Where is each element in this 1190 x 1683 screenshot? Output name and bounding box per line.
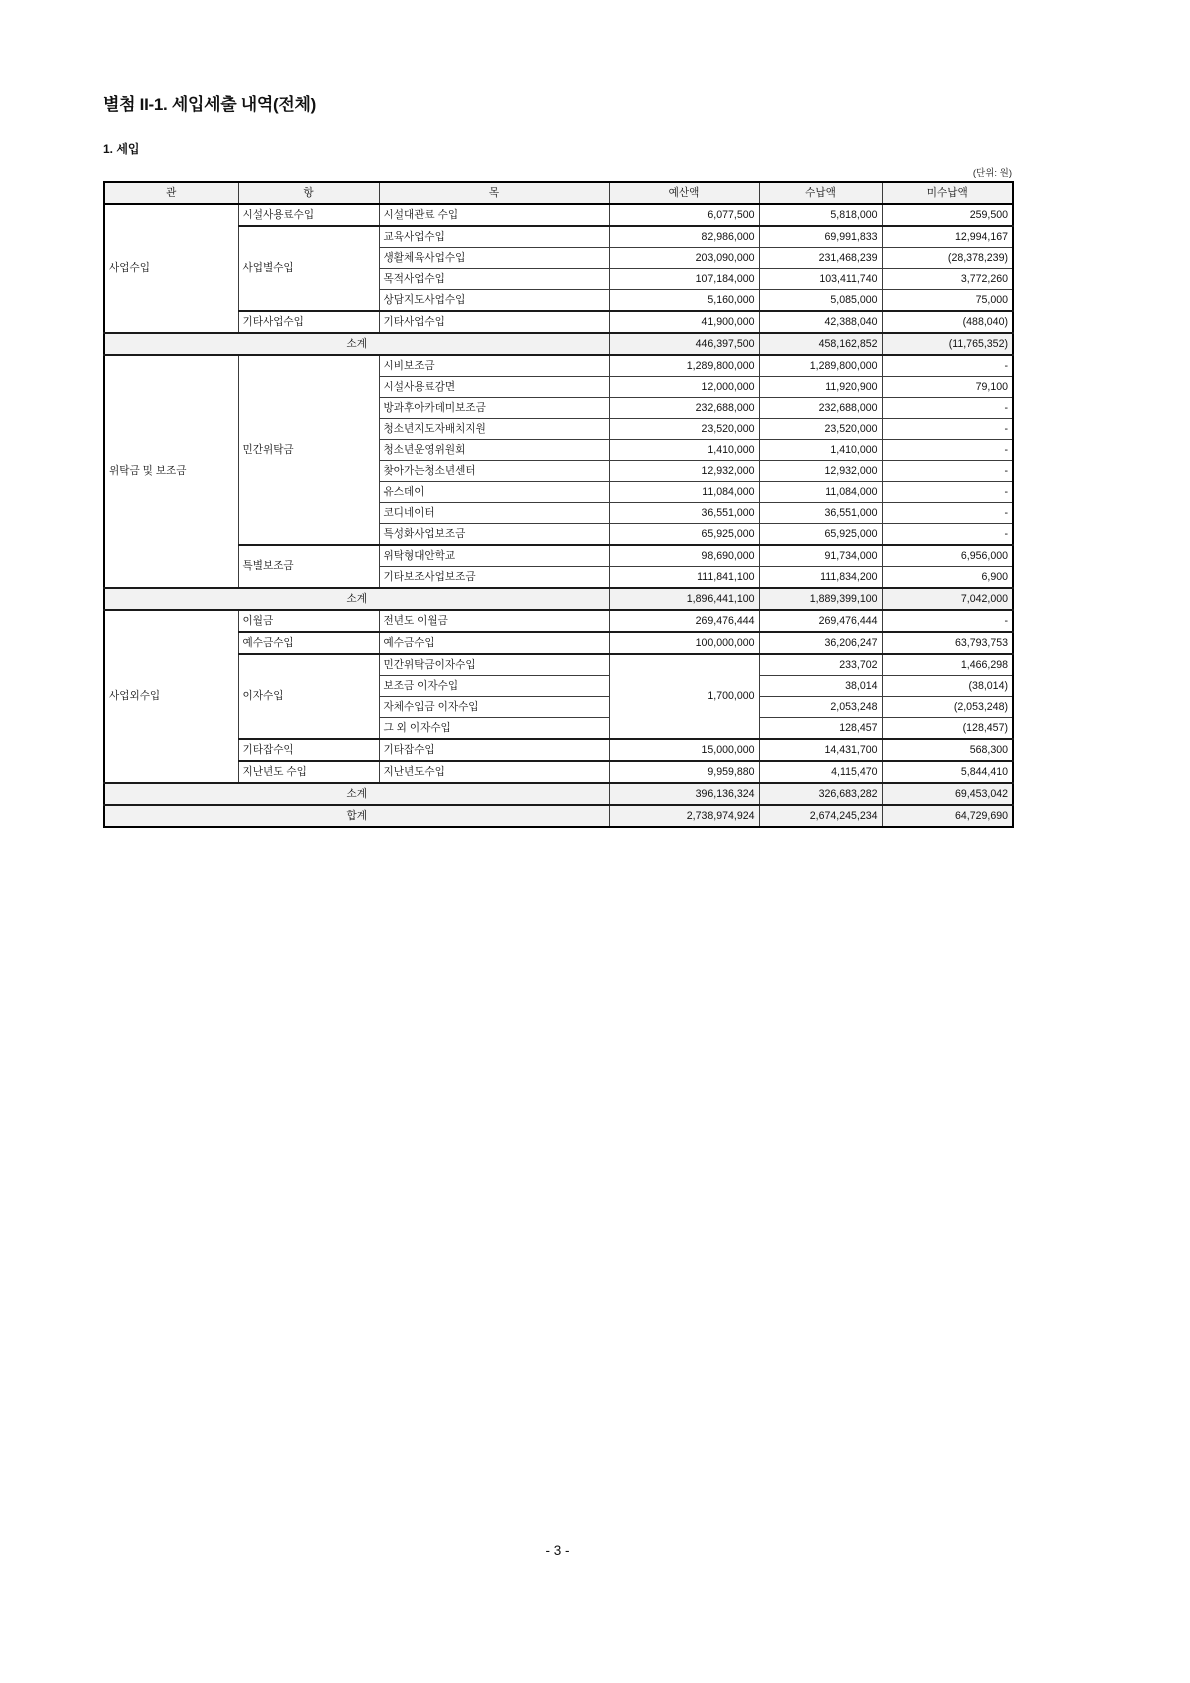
table-cell: 이월금 <box>238 610 379 632</box>
table-cell: - <box>882 610 1013 632</box>
table-cell: 232,688,000 <box>609 398 759 419</box>
table-cell: 1,289,800,000 <box>759 355 882 377</box>
summary-row <box>104 783 1013 805</box>
table-cell: 65,925,000 <box>609 524 759 546</box>
table-cell: 23,520,000 <box>759 419 882 440</box>
table-cell: 특별보조금 <box>238 545 379 588</box>
table-cell: 3,772,260 <box>882 269 1013 290</box>
summary-row <box>104 805 1013 827</box>
subtotal-label-cell: 소계 <box>104 783 609 805</box>
table-cell: 7,042,000 <box>882 588 1013 610</box>
table-cell: 기타사업수입 <box>238 311 379 333</box>
table-cell: 방과후아카데미보조금 <box>379 398 609 419</box>
table-cell: 자체수입금 이자수입 <box>379 697 609 718</box>
table-cell: 5,818,000 <box>759 204 882 226</box>
table-cell: 233,702 <box>759 654 882 676</box>
table-cell: 65,925,000 <box>759 524 882 546</box>
table-cell: 91,734,000 <box>759 545 882 567</box>
table-cell: 4,115,470 <box>759 761 882 783</box>
table-cell: 36,206,247 <box>759 632 882 654</box>
subtotal-label-cell: 소계 <box>104 333 609 355</box>
table-cell: 396,136,324 <box>609 783 759 805</box>
table-cell: 111,841,100 <box>609 567 759 589</box>
summary-row <box>104 333 1013 355</box>
table-cell: 9,959,880 <box>609 761 759 783</box>
table-cell: 36,551,000 <box>609 503 759 524</box>
table-cell: 15,000,000 <box>609 739 759 761</box>
table-cell: 2,053,248 <box>759 697 882 718</box>
table-cell: 찾아가는청소년센터 <box>379 461 609 482</box>
table-cell: 23,520,000 <box>609 419 759 440</box>
table-cell: 1,410,000 <box>609 440 759 461</box>
table-cell: 69,453,042 <box>882 783 1013 805</box>
table-cell: (38,014) <box>882 676 1013 697</box>
table-cell: 11,084,000 <box>609 482 759 503</box>
table-cell: 그 외 이자수입 <box>379 718 609 740</box>
table-cell: 100,000,000 <box>609 632 759 654</box>
table-cell: 38,014 <box>759 676 882 697</box>
section-heading: 1. 세입 <box>103 142 140 156</box>
table-cell: 231,468,239 <box>759 248 882 269</box>
column-header: 목 <box>379 182 609 204</box>
table-cell: 기타사업수입 <box>379 311 609 333</box>
table-cell: 유스데이 <box>379 482 609 503</box>
table-cell: 12,000,000 <box>609 377 759 398</box>
table-cell: (28,378,239) <box>882 248 1013 269</box>
table-cell: 79,100 <box>882 377 1013 398</box>
table-cell: - <box>882 398 1013 419</box>
table-cell: 82,986,000 <box>609 226 759 248</box>
table-cell: (2,053,248) <box>882 697 1013 718</box>
table-cell: - <box>882 461 1013 482</box>
table-cell: 기타보조사업보조금 <box>379 567 609 589</box>
table-cell: 이자수입 <box>238 654 379 739</box>
table-cell: 상담지도사업수입 <box>379 290 609 312</box>
table-cell: 12,932,000 <box>759 461 882 482</box>
table-cell: (128,457) <box>882 718 1013 740</box>
table-cell: 1,466,298 <box>882 654 1013 676</box>
table-cell: 시비보조금 <box>379 355 609 377</box>
table-cell: 전년도 이월금 <box>379 610 609 632</box>
table-cell: 생활체육사업수입 <box>379 248 609 269</box>
table-cell: - <box>882 524 1013 546</box>
table-row <box>104 654 1013 676</box>
table-row <box>104 761 1013 783</box>
page-number: - 3 - <box>545 1543 570 1558</box>
table-cell: 보조금 이자수입 <box>379 676 609 697</box>
table-cell: 5,085,000 <box>759 290 882 312</box>
table-cell: 시설대관료 수입 <box>379 204 609 226</box>
column-header: 미수납액 <box>882 182 1013 204</box>
table-cell: 458,162,852 <box>759 333 882 355</box>
table-cell: 446,397,500 <box>609 333 759 355</box>
table-row <box>104 204 1013 226</box>
unit-label: (단위: 원) <box>972 168 1012 179</box>
table-row <box>104 632 1013 654</box>
table-cell: 75,000 <box>882 290 1013 312</box>
table-cell: 36,551,000 <box>759 503 882 524</box>
table-cell: (11,765,352) <box>882 333 1013 355</box>
table-cell: - <box>882 482 1013 503</box>
table-cell: 259,500 <box>882 204 1013 226</box>
merged-budget-cell: 1,700,000 <box>609 654 759 739</box>
table-cell: 교육사업수입 <box>379 226 609 248</box>
table-cell: 269,476,444 <box>609 610 759 632</box>
table-cell: 64,729,690 <box>882 805 1013 827</box>
table-cell: 5,160,000 <box>609 290 759 312</box>
table-row <box>104 610 1013 632</box>
table-cell: 기타잡수입 <box>379 739 609 761</box>
table-cell: 민간위탁금 <box>238 355 379 545</box>
table-cell: - <box>882 503 1013 524</box>
table-cell: 2,738,974,924 <box>609 805 759 827</box>
revenue-table <box>103 181 1014 828</box>
table-cell: 111,834,200 <box>759 567 882 589</box>
table-cell: 특성화사업보조금 <box>379 524 609 546</box>
table-cell: 98,690,000 <box>609 545 759 567</box>
table-cell: 203,090,000 <box>609 248 759 269</box>
category-cell: 위탁금 및 보조금 <box>104 355 238 588</box>
table-cell: 청소년운영위원회 <box>379 440 609 461</box>
table-cell: 12,932,000 <box>609 461 759 482</box>
table-cell: 시설사용료수입 <box>238 204 379 226</box>
column-header: 항 <box>238 182 379 204</box>
table-cell: 6,956,000 <box>882 545 1013 567</box>
table-cell: 103,411,740 <box>759 269 882 290</box>
table-cell: 107,184,000 <box>609 269 759 290</box>
table-cell: 지난년도수입 <box>379 761 609 783</box>
column-header: 수납액 <box>759 182 882 204</box>
table-cell: 기타잡수익 <box>238 739 379 761</box>
table-cell: 사업별수입 <box>238 226 379 311</box>
table-cell: 지난년도 수입 <box>238 761 379 783</box>
column-header: 관 <box>104 182 238 204</box>
subtotal-label-cell: 소계 <box>104 588 609 610</box>
table-cell: 326,683,282 <box>759 783 882 805</box>
table-row <box>104 226 1013 248</box>
table-cell: 2,674,245,234 <box>759 805 882 827</box>
table-cell: 11,084,000 <box>759 482 882 503</box>
table-cell: 128,457 <box>759 718 882 740</box>
table-cell: (488,040) <box>882 311 1013 333</box>
table-cell: 위탁형대안학교 <box>379 545 609 567</box>
table-cell: 69,991,833 <box>759 226 882 248</box>
table-cell: 63,793,753 <box>882 632 1013 654</box>
table-body <box>104 204 1013 827</box>
table-cell: 14,431,700 <box>759 739 882 761</box>
table-cell: 1,289,800,000 <box>609 355 759 377</box>
table-cell: 11,920,900 <box>759 377 882 398</box>
table-cell: 1,889,399,100 <box>759 588 882 610</box>
table-cell: 6,077,500 <box>609 204 759 226</box>
table-cell: 269,476,444 <box>759 610 882 632</box>
table-cell: 목적사업수입 <box>379 269 609 290</box>
table-cell: 청소년지도자배치지원 <box>379 419 609 440</box>
page-title: 별첨 II-1. 세입세출 내역(전체) <box>103 95 316 114</box>
table-cell: 예수금수입 <box>238 632 379 654</box>
column-header: 예산액 <box>609 182 759 204</box>
table-cell: 568,300 <box>882 739 1013 761</box>
category-cell: 사업수입 <box>104 204 238 333</box>
table-header-row <box>104 182 1013 204</box>
table-cell: - <box>882 355 1013 377</box>
table-cell: 5,844,410 <box>882 761 1013 783</box>
table-cell: 1,896,441,100 <box>609 588 759 610</box>
table-cell: 12,994,167 <box>882 226 1013 248</box>
table-cell: 시설사용료감면 <box>379 377 609 398</box>
table-cell: 예수금수입 <box>379 632 609 654</box>
table-cell: 코디네이터 <box>379 503 609 524</box>
table-row <box>104 355 1013 377</box>
table-cell: 232,688,000 <box>759 398 882 419</box>
table-cell: - <box>882 419 1013 440</box>
table-cell: 6,900 <box>882 567 1013 589</box>
table-row <box>104 311 1013 333</box>
table-cell: 41,900,000 <box>609 311 759 333</box>
table-cell: 민간위탁금이자수입 <box>379 654 609 676</box>
total-label-cell: 합계 <box>104 805 609 827</box>
table-cell: - <box>882 440 1013 461</box>
category-cell: 사업외수입 <box>104 610 238 783</box>
summary-row <box>104 588 1013 610</box>
table-cell: 42,388,040 <box>759 311 882 333</box>
table-cell: 1,410,000 <box>759 440 882 461</box>
table-row <box>104 739 1013 761</box>
table-row <box>104 545 1013 567</box>
